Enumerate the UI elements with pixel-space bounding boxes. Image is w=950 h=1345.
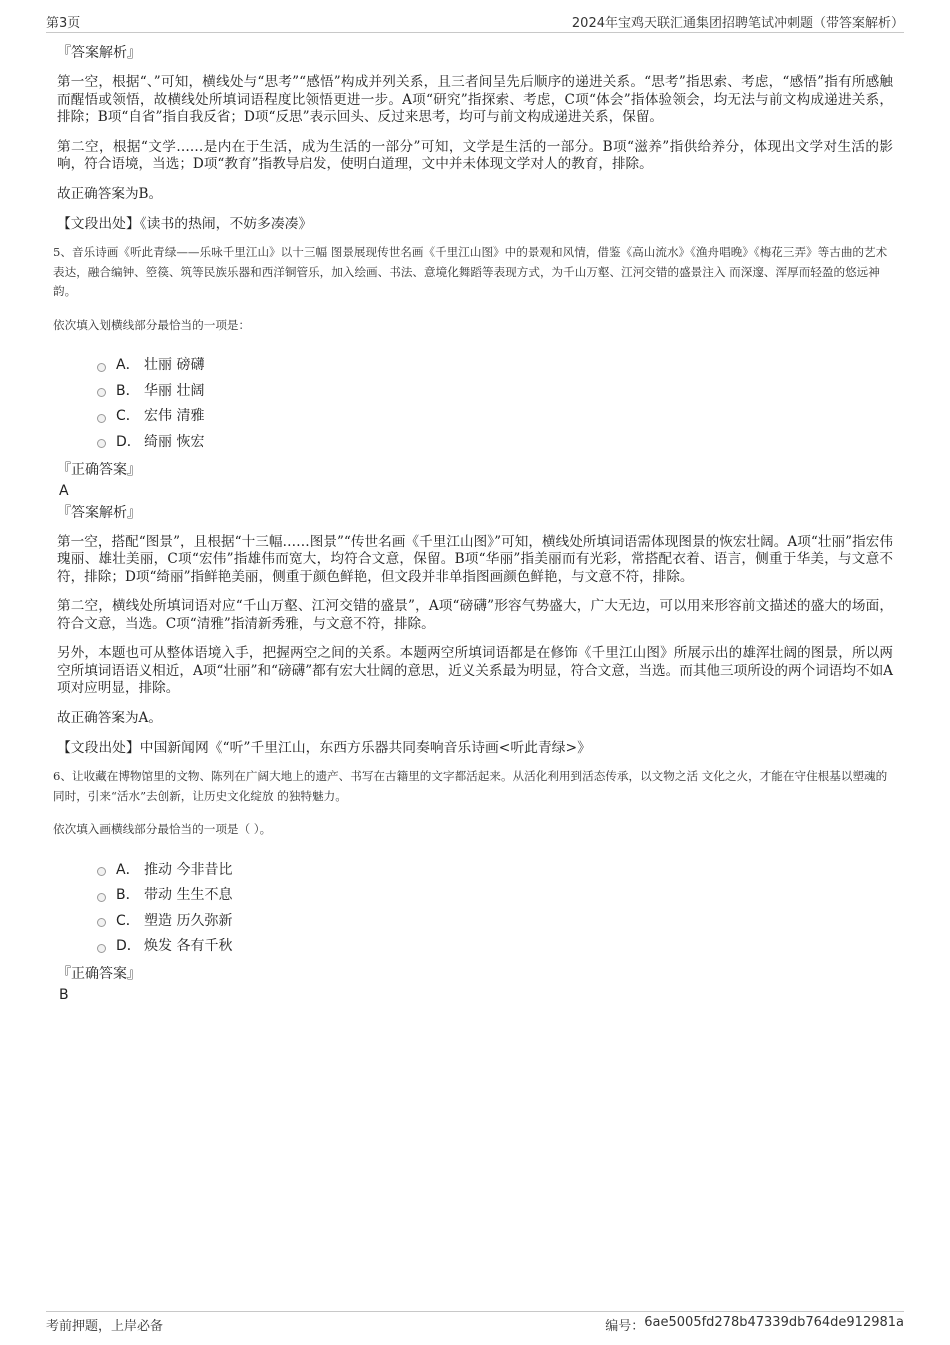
question-5-text: 5、音乐诗画《听此青绿——乐咏千里江山》以十三幅 图景展现传世名画《千里江山图》中的景观和风情，借鉴《高山流水》《渔舟唱晚》《梅花三弄》等古曲的艺术表达，融合编钟、箜篌、筑等民族乐器和西洋铜管乐，加入绘画、书法、意境化舞蹈等表现方式，为千山万壑、江河交错的盛景注入 而深邃、浑厚而轻盈的悠远神韵。 bbox=[53, 245, 888, 298]
question-5-prompt: 依次填入划横线部分最恰当的一项是： bbox=[53, 317, 251, 332]
question-5-options bbox=[97, 352, 893, 454]
analysis-paragraph: 第二空，横线处所填词语对应“千山万壑、江河交错的盛景”，A项“磅礴”形容气势盛大，广大无边，可以用来形容前文描述的盛大的场面，符合文意，当选。C项“清雅”指清新秀雅，与文意不符，排除。 bbox=[57, 598, 893, 632]
correct-answer-label: 『正确答案』 bbox=[57, 966, 141, 982]
analysis-paragraph: 第二空，根据“文学……是内在于生活，成为生活的一部分”可知，文学是生活的一部分。B项“滋养”指供给养分，体现出文学对生活的影响，符合语境，当选；D项“教育”指教导启发，使明白道理，文中并未体现文学对人的教育，排除。 bbox=[57, 138, 893, 172]
option-letter: A． bbox=[116, 861, 140, 878]
option-letter: C． bbox=[116, 408, 140, 425]
analysis-paragraph: 故正确答案为A。 bbox=[57, 709, 162, 726]
radio-button[interactable] bbox=[97, 388, 106, 397]
radio-button[interactable] bbox=[97, 944, 106, 953]
correct-answer-label: 『正确答案』 bbox=[57, 461, 141, 478]
analysis-label: 『答案解析』 bbox=[57, 45, 141, 61]
correct-answer-value: B bbox=[59, 987, 69, 1003]
analysis-paragraph: 第一空，搭配“图景”，且根据“十三幅……图景”“传世名画《千里江山图》”可知，横线处所填词语需体现图景的恢宏壮阔。A项“壮丽”指宏伟瑰丽、雄壮美丽，C项“宏伟”指雄伟而宽大，均符合文意，保留。B项“华丽”指美丽而有光彩，常搭配衣着、语言，侧重于华美，与文意不符，排除；D项“绮丽”指鲜艳美丽，侧重于颜色鲜艳，但文段并非单指图画颜色鲜艳，与文意不符，排除。 bbox=[57, 533, 893, 585]
footer-code-value: 6ae5005fd278b47339db764de912981a bbox=[644, 1315, 904, 1330]
option-c[interactable] bbox=[97, 907, 893, 933]
option-d[interactable] bbox=[97, 428, 893, 454]
option-text: 绮丽 恢宏 bbox=[144, 433, 205, 450]
option-text: 推动 今非昔比 bbox=[144, 861, 233, 878]
option-letter: B． bbox=[116, 887, 140, 904]
question-6-text: 6、让收藏在博物馆里的文物、陈列在广阔大地上的遗产、书写在古籍里的文字都活起来。从活化利用到活态传承，以文物之活 文化之火，才能在守住根基以塑魂的同时，引来“活水”去创新，让历史文化绽放 的独特魅力。 bbox=[53, 769, 888, 803]
radio-button[interactable] bbox=[97, 893, 106, 902]
footer-code bbox=[605, 1315, 904, 1334]
option-letter: D． bbox=[116, 938, 141, 955]
option-d[interactable] bbox=[97, 933, 893, 959]
option-letter: C． bbox=[116, 912, 140, 929]
option-c[interactable] bbox=[97, 403, 893, 429]
option-text: 焕发 各有千秋 bbox=[144, 938, 233, 955]
analysis-label: 『答案解析』 bbox=[57, 504, 141, 521]
page-number: 第3页 bbox=[46, 16, 81, 31]
radio-button[interactable] bbox=[97, 439, 106, 448]
radio-button[interactable] bbox=[97, 414, 106, 423]
question-6-prompt: 依次填入画横线部分最恰当的一项是（ ）。 bbox=[53, 822, 272, 836]
correct-answer-value: A bbox=[59, 482, 69, 499]
option-b[interactable] bbox=[97, 882, 893, 908]
question-6-options bbox=[97, 856, 893, 958]
radio-button[interactable] bbox=[97, 918, 106, 927]
option-letter: A． bbox=[116, 357, 140, 374]
footer-code-label: 编号： bbox=[605, 1319, 645, 1334]
page-footer bbox=[46, 1311, 904, 1334]
option-a[interactable] bbox=[97, 856, 893, 882]
option-text: 壮丽 磅礴 bbox=[144, 357, 205, 374]
analysis-paragraph: 第一空，根据“、”可知，横线处与“思考”“感悟”构成并列关系，且三者间呈先后顺序的递进关系。“思考”指思索、考虑，“感悟”指有所感触而醒悟或领悟，故横线处所填词语程度比领悟更进一步。A项“研究”指探索、考虑，C项“体会”指体验领会，均无法与前文构成递进关系，排除；B项“自省”指自我反省；D项“反思”表示回头、反过来思考，均可与前文构成递进关系，保留。 bbox=[57, 74, 893, 125]
document-title: 2024年宝鸡天联汇通集团招聘笔试冲刺题（带答案解析） bbox=[571, 16, 904, 31]
radio-button[interactable] bbox=[97, 363, 106, 372]
option-a[interactable] bbox=[97, 352, 893, 378]
source-citation: 【文段出处】中国新闻网《“听”千里江山，东西方乐器共同奏响音乐诗画<听此青绿>》 bbox=[57, 740, 591, 756]
radio-button[interactable] bbox=[97, 867, 106, 876]
option-text: 带动 生生不息 bbox=[144, 887, 233, 904]
page-content bbox=[53, 44, 893, 1008]
option-text: 塑造 历久弥新 bbox=[144, 912, 233, 929]
option-b[interactable] bbox=[97, 377, 893, 403]
footer-slogan: 考前押题，上岸必备 bbox=[46, 1319, 164, 1334]
analysis-paragraph: 故正确答案为B。 bbox=[57, 185, 163, 202]
source-citation: 【文段出处】《读书的热闹，不妨多凑凑》 bbox=[57, 216, 313, 232]
option-letter: D． bbox=[116, 433, 141, 450]
option-text: 华丽 壮阔 bbox=[144, 382, 205, 399]
page-header bbox=[46, 12, 904, 33]
option-text: 宏伟 清雅 bbox=[144, 408, 205, 425]
option-letter: B． bbox=[116, 382, 140, 399]
analysis-paragraph: 另外，本题也可从整体语境入手，把握两空之间的关系。本题两空所填词语都是在修饰《千里江山图》所展示出的雄浑壮阔的图景，所以两空所填词语语义相近，A项“壮丽”和“磅礴”都有宏大壮阔的意思，近义关系最为明显，符合文意，当选。而其他三项所设的两个词语均不如A项对应明显，排除。 bbox=[57, 645, 893, 696]
